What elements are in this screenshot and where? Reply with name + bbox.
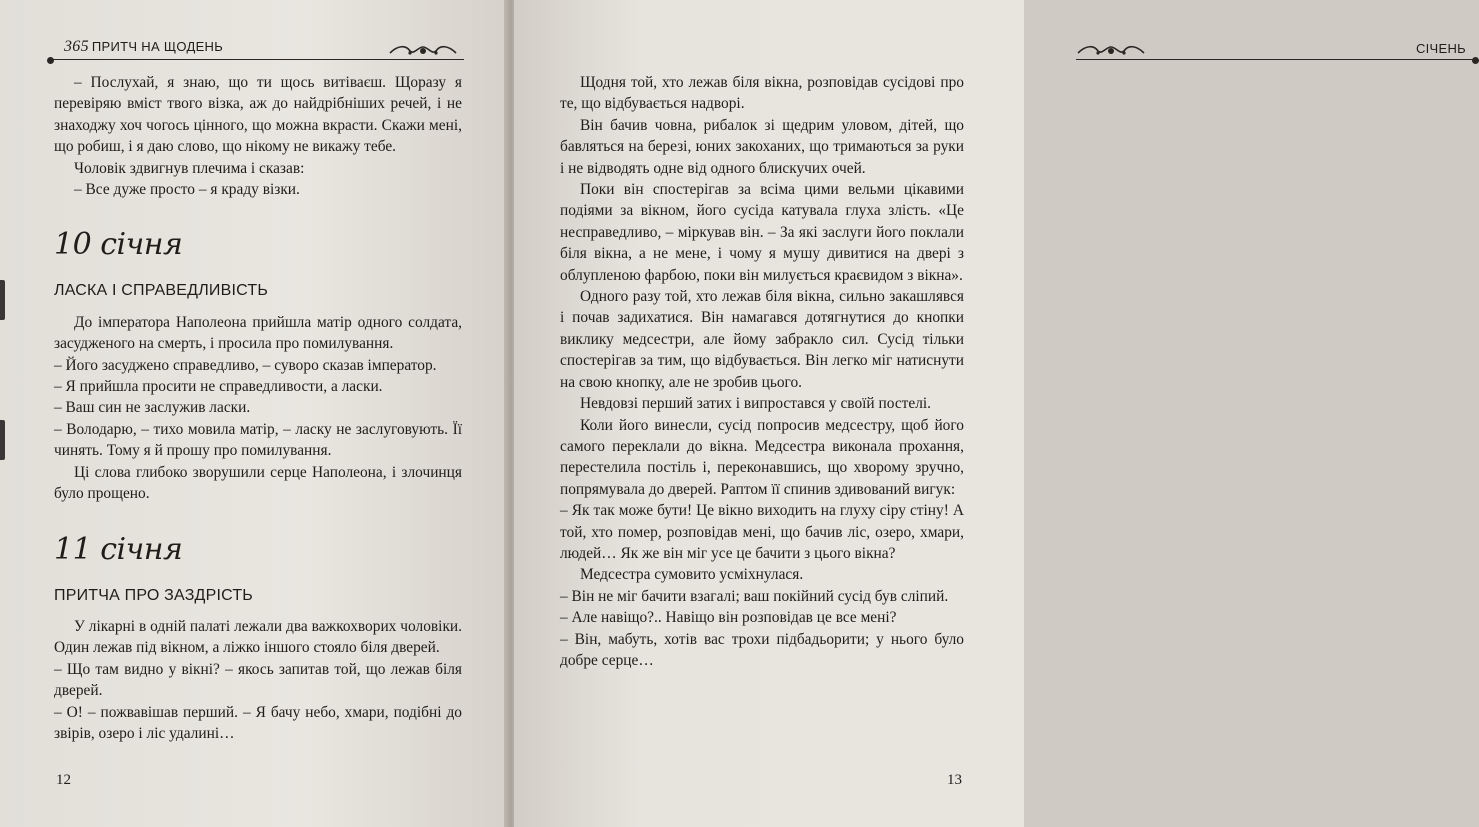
- running-head-number: 365: [64, 38, 89, 55]
- page-number: 13: [947, 772, 962, 788]
- paragraph: – Все дуже просто – я краду візки.: [74, 181, 300, 199]
- right-running-head: [1076, 38, 1476, 60]
- paragraph: Медсестра сумовито усміхнулася.: [580, 566, 804, 584]
- paragraph: – Ваш син не заслужив ласки.: [54, 399, 251, 417]
- paragraph: – Послухай, я знаю, що ти щось витіваєш. Щоразу я перевіряю вміст твого візка, аж до найдрібніших речей, і не знаходжу хоч чогось цінного, що можна вкрасти. Скажи мені, що робиш, і я даю слово, що нікому не викажу тебе.: [54, 74, 462, 156]
- running-head-text: ПРИТЧ НА ЩОДЕНЬ: [91, 39, 224, 54]
- flourish-ornament-icon: [1076, 43, 1146, 57]
- paragraph: – Що там видно у вікні? – якось запитав той, що лежав біля дверей.: [54, 660, 462, 700]
- running-head-title: [64, 38, 223, 56]
- left-page-text: [54, 72, 462, 744]
- left-page: [0, 0, 508, 827]
- header-rule-dot: [1472, 57, 1479, 64]
- right-page: [514, 0, 1466, 827]
- entry-title: ЛАСКА І СПРАВЕДЛИВІСТЬ: [54, 282, 269, 300]
- left-running-head: [50, 38, 464, 60]
- paragraph: До імператора Наполеона прийшла матір одного солдата, засудженого на смерть, і просила про помилування.: [54, 313, 462, 353]
- page-number: 12: [56, 772, 71, 788]
- paragraph: Коли його винесли, сусід попросив медсестру, щоб його самого переклали до вікна. Медсестра виконала прохання, перестелила постіль і, переконавшись, що хворому зручно, попрямувала до дверей. Раптом її спинив здивований вигук:: [560, 416, 964, 498]
- paragraph: – Він не міг бачити взагалі; ваш покійний сусід був сліпий.: [560, 587, 949, 605]
- header-rule: [50, 59, 464, 60]
- paragraph: – Його засуджено справедливо, – суворо сказав імператор.: [54, 356, 437, 374]
- paragraph: – Він, мабуть, хотів вас трохи підбадьорити; у нього було добре серце…: [560, 630, 964, 669]
- paragraph: – О! – пожвавішав перший. – Я бачу небо, хмари, подібні до звірів, озеро і ліс удалині…: [54, 703, 462, 742]
- paragraph: Невдовзі перший затих і випростався у своїй постелі.: [580, 395, 932, 413]
- paragraph: Одного разу той, хто лежав біля вікна, сильно закашлявся і почав задихатися. Він намагався дотягнутися до кнопки виклику медсестри, але йому забракло сил. Сусід тільки спостерігав за тим, що відбувається. Він легко міг натиснути на свою кнопку, але не зробив цього.: [560, 288, 964, 391]
- paragraph: Чоловік здвигнув плечима і сказав:: [74, 159, 305, 177]
- paragraph: У лікарні в одній палаті лежали два важкохворих чоловіки. Один лежав під вікном, а ліжко іншого стояло біля дверей.: [54, 617, 462, 657]
- entry-title: ПРИТЧА ПРО ЗАЗДРІСТЬ: [54, 586, 254, 604]
- paragraph: – Але навіщо?.. Навіщо він розповідав це все мені?: [560, 609, 897, 627]
- entry-date: 10 січня: [54, 227, 183, 263]
- header-rule-dot: [47, 57, 54, 64]
- right-page-text: [560, 72, 964, 671]
- page-edge-mark: [0, 280, 5, 320]
- paragraph: – Я прийшла просити не справедливости, а ласки.: [54, 378, 383, 396]
- paragraph: Щодня той, хто лежав біля вікна, розповідав сусідові про те, що відбувається надворі.: [560, 74, 964, 113]
- header-rule: [1076, 59, 1476, 60]
- flourish-ornament-icon: [388, 43, 458, 57]
- entry-date: 11 січня: [54, 531, 183, 567]
- paragraph: – Як так може бути! Це вікно виходить на глуху сіру стіну! А той, хто помер, розповідав мені, що бачив ліс, озеро, хмари, людей… Як же він міг усе це бачити з цього вікна?: [560, 502, 964, 562]
- paragraph: – Володарю, – тихо мовила матір, – ласку не заслуговують. Її чинять. Тому я й прошу про помилування.: [54, 420, 462, 460]
- paragraph: Поки він спостерігав за всіма цими вельми цікавими подіями за вікном, його сусіда катувала глуха злість. «Це несправедливо, – міркував він. – За які заслуги його поклали біля вікна, а не мене, і чому я мушу дивитися на двері з облупленою фарбою, поки він милується краєвидом з вікна».: [560, 181, 964, 284]
- paragraph: Він бачив човна, рибалок зі щедрим уловом, дітей, що бавляться на березі, юних закоханих, що тримаються за руки і не відводять одне від одного блискучих очей.: [560, 116, 964, 177]
- paragraph: Ці слова глибоко зворушили серце Наполеона, і злочинця було прощено.: [54, 463, 462, 503]
- page-edge-mark: [0, 420, 5, 460]
- running-head-title: СІЧЕНЬ: [1415, 41, 1466, 56]
